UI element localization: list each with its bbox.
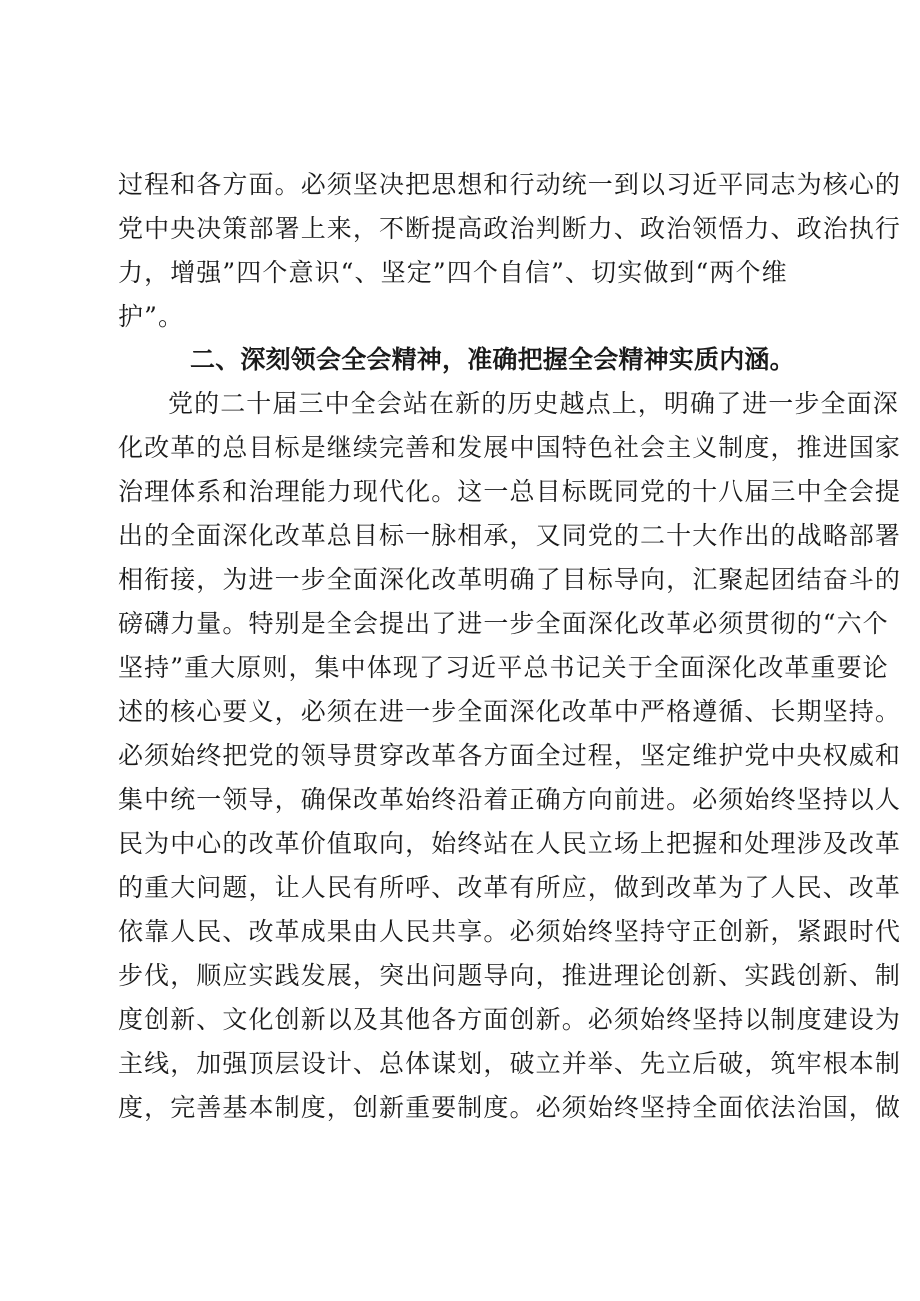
text-line: 过程和各方面。必须坚决把思想和行动统一到以习近平同志为核心的 bbox=[118, 170, 902, 199]
text-line: 护”。 bbox=[118, 302, 185, 331]
section-heading: 二、深刻领会全会精神，准确把握全会精神实质内涵。 bbox=[190, 345, 795, 374]
text-line: 化改革的总目标是继续完善和发展中国特色社会主义制度，推进国家 bbox=[118, 433, 902, 462]
text-line: 磅礴力量。特别是全会提出了进一步全面深化改革必须贯彻的“六个 bbox=[118, 609, 889, 638]
text-line: 的重大问题，让人民有所呼、改革有所应，做到改革为了人民、改革 bbox=[118, 873, 902, 902]
text-line: 依靠人民、改革成果由人民共享。必须始终坚持守正创新，紧跟时代 bbox=[118, 917, 902, 946]
text-line: 民为中心的改革价值取向，始终站在人民立场上把握和处理涉及改革 bbox=[118, 829, 902, 858]
text-line: 述的核心要义，必须在进一步全面深化改革中严格遵循、长期坚持。 bbox=[118, 697, 902, 726]
text-line: 度创新、文化创新以及其他各方面创新。必须始终坚持以制度建设为 bbox=[118, 1005, 902, 1034]
text-line: 党中央决策部署上来，不断提高政治判断力、政治领悟力、政治执行 bbox=[118, 214, 902, 243]
text-line: 度，完善基本制度，创新重要制度。必须始终坚持全面依法治国，做 bbox=[118, 1093, 902, 1122]
text-line: 治理体系和治理能力现代化。这一总目标既同党的十八届三中全会提 bbox=[118, 477, 902, 506]
text-line: 出的全面深化改革总目标一脉相承，又同党的二十大作出的战略部署 bbox=[118, 521, 902, 550]
paragraph-first-line: 党的二十届三中全会站在新的历史越点上，明确了进一步全面深 bbox=[168, 389, 899, 418]
text-line: 必须始终把党的领导贯穿改革各方面全过程，坚定维护党中央权威和 bbox=[118, 741, 902, 770]
text-line: 力，增强”四个意识“、坚定”四个自信”、切实做到“两个维 bbox=[118, 258, 788, 287]
text-line: 步伐，顺应实践发展，突出问题导向，推进理论创新、实践创新、制 bbox=[118, 961, 902, 990]
text-line: 主线，加强顶层设计、总体谋划，破立并举、先立后破，筑牢根本制 bbox=[118, 1049, 902, 1078]
text-line: 坚持”重大原则，集中体现了习近平总书记关于全面深化改革重要论 bbox=[118, 653, 889, 682]
text-line: 相衔接，为进一步全面深化改革明确了目标导向，汇聚起团结奋斗的 bbox=[118, 565, 902, 594]
text-line: 集中统一领导，确保改革始终沿着正确方向前进。必须始终坚持以人 bbox=[118, 785, 902, 814]
